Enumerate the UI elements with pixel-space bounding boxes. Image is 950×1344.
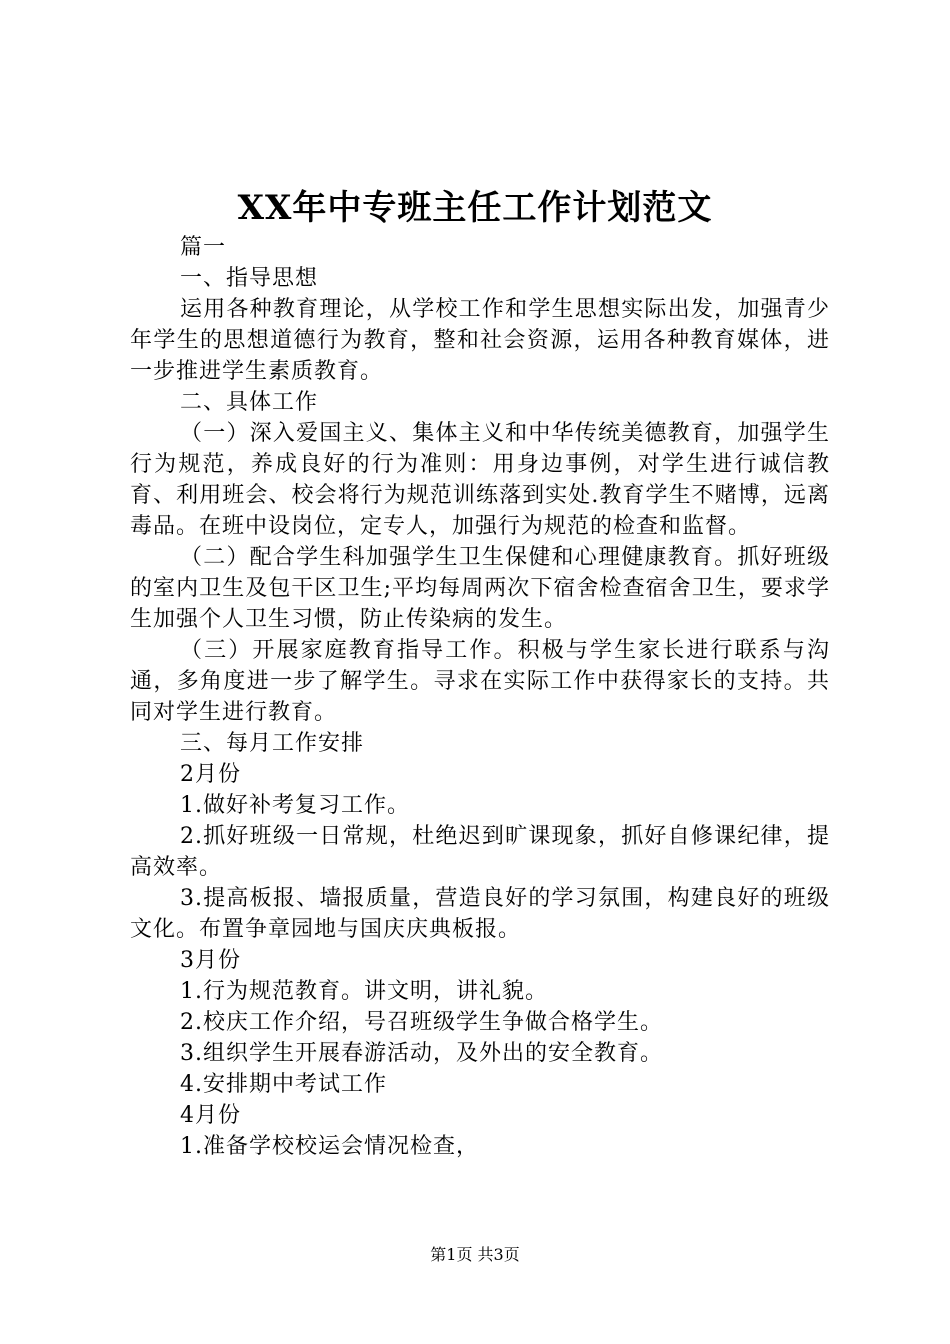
paragraph: 篇一 [180, 235, 227, 260]
paragraph: 2月份 [180, 762, 241, 787]
paragraph: 3月份 [180, 948, 241, 973]
paragraph: 1.做好补考复习工作。 [180, 793, 410, 818]
paragraph: 1.行为规范教育。讲文明，讲礼貌。 [180, 979, 548, 1004]
paragraph: 2.抓好班级一日常规，杜绝迟到旷课现象，抓好自修课纪律，提高效率。 [130, 824, 830, 880]
document-body [130, 232, 830, 1162]
paragraph: 二、具体工作 [180, 390, 319, 415]
document-title: XX年中专班主任工作计划范文 [237, 188, 713, 228]
paragraph: 运用各种教育理论，从学校工作和学生思想实际出发，加强青少年学生的思想道德行为教育，整和社会资源，运用各种教育媒体，进一步推进学生素质教育。 [130, 297, 830, 384]
paragraph: 1.准备学校校运会情况检查， [180, 1134, 479, 1159]
paragraph: 3.提高板报、墙报质量，营造良好的学习氛围，构建良好的班级文化。布置争章园地与国庆庆典板报。 [130, 886, 830, 942]
paragraph: 3.组织学生开展春游活动，及外出的安全教育。 [180, 1041, 663, 1066]
paragraph: 一、指导思想 [180, 266, 319, 291]
paragraph: （一）深入爱国主义、集体主义和中华传统美德教育，加强学生行为规范，养成良好的行为准则：用身边事例，对学生进行诚信教育、利用班会、校会将行为规范训练落到实处.教育学生不赌博，远离毒品。在班中设岗位，定专人，加强行为规范的检查和监督。 [130, 421, 830, 539]
paragraph: （二）配合学生科加强学生卫生保健和心理健康教育。抓好班级的室内卫生及包干区卫生;平均每周两次下宿舍检查宿舍卫生，要求学生加强个人卫生习惯，防止传染病的发生。 [130, 545, 830, 632]
paragraph: 4.安排期中考试工作 [180, 1072, 387, 1097]
paragraph: （三）开展家庭教育指导工作。积极与学生家长进行联系与沟通，多角度进一步了解学生。寻求在实际工作中获得家长的支持。共同对学生进行教育。 [130, 638, 830, 725]
paragraph: 4月份 [180, 1103, 241, 1128]
paragraph: 2.校庆工作介绍，号召班级学生争做合格学生。 [180, 1010, 663, 1035]
paragraph: 三、每月工作安排 [180, 731, 365, 756]
page-footer: 第1页 共3页 [430, 1245, 520, 1264]
